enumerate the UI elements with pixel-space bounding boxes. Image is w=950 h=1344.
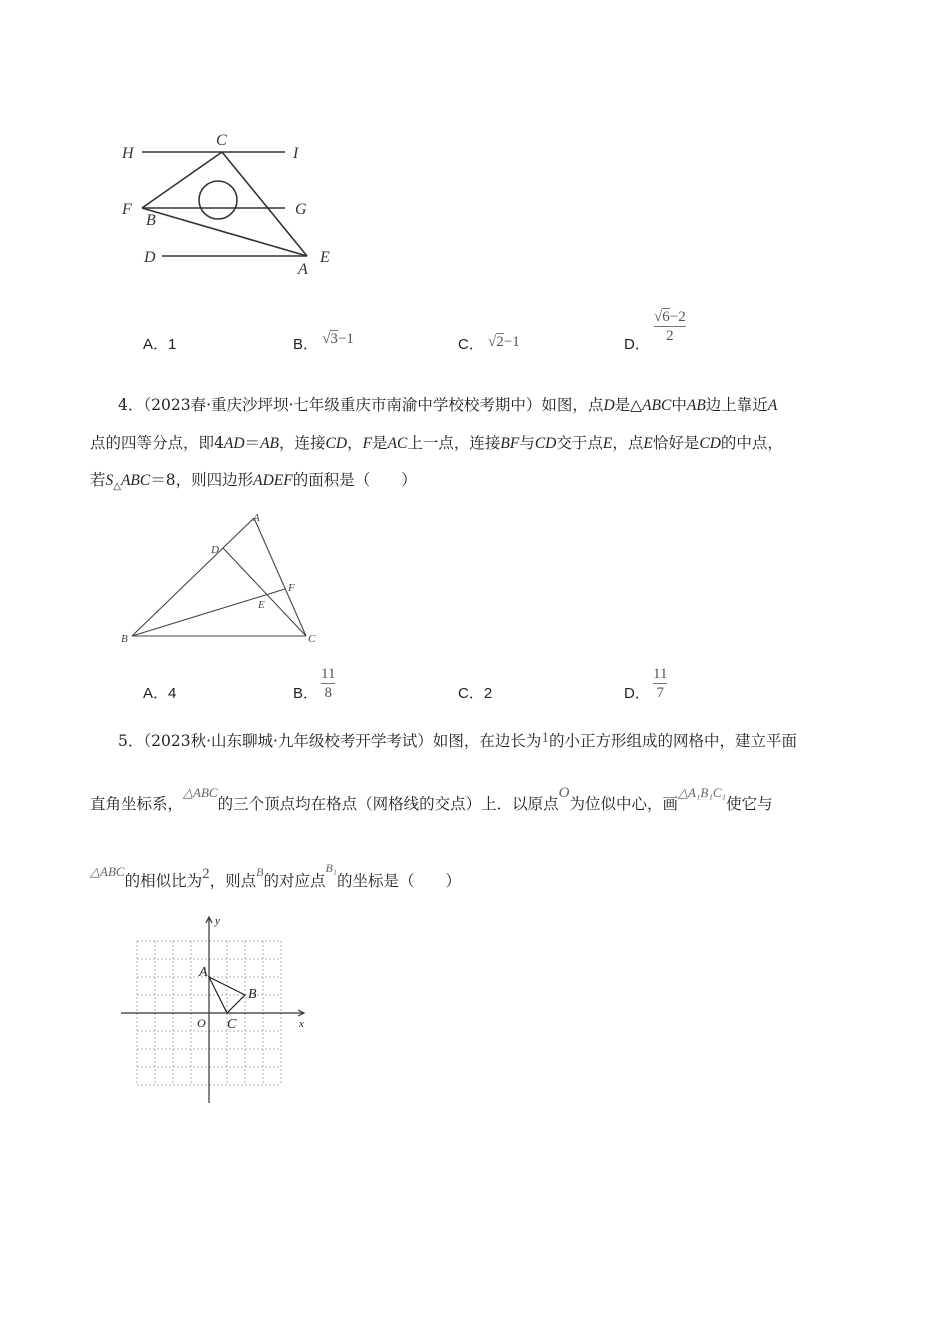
q5-line-2: 直角坐标系，$^{\triangle ABC}$的三个顶点均在格点（网格线的交点）上．以原点O为位似中心，画$^{\triangle A_1B_1C_1}$使它与 <box>90 785 773 813</box>
q4-line-2: 点的四等分点，即4AD＝AB，连接CD，F是AC上一点，连接BF与CD交于点E，点E恰好是CD的中点， <box>90 434 783 452</box>
label-y: y <box>215 915 220 927</box>
q4-option-d[interactable]: D． <box>624 685 650 702</box>
figure-coordinate-grid <box>115 910 315 1110</box>
label-C: C <box>227 1017 237 1032</box>
label-B: B <box>121 633 128 645</box>
q4-line-1: 4．（2023春·重庆沙坪坝·七年级重庆市南渝中学校校考期中）如图，点D是△ABC中AB边上靠近A <box>118 396 778 414</box>
q3-option-d-fraction: √6−2 2 <box>654 309 686 344</box>
label-H: H <box>122 145 134 162</box>
label-A: A <box>199 965 208 980</box>
circle <box>199 181 237 219</box>
label-E: E <box>258 599 265 611</box>
label-D: D <box>211 544 219 556</box>
figure-parallel-lines <box>110 125 350 285</box>
q3-option-a[interactable]: A．1 <box>143 336 177 353</box>
segment-AC <box>254 518 306 636</box>
label-F: F <box>288 582 295 594</box>
q4-option-a[interactable]: A．4 <box>143 685 177 702</box>
q3-option-c[interactable]: C． √2−1 <box>458 334 520 353</box>
sqrt-icon: √ <box>488 334 497 350</box>
label-A: A <box>298 261 308 278</box>
q4-option-b[interactable]: B． <box>293 685 319 702</box>
label-C: C <box>216 132 227 149</box>
q4-line-3: 若$S_\triangle ABC=8$，则四边形ADEF的面积是（ ） <box>90 471 417 493</box>
label-O: O <box>197 1016 206 1030</box>
segment-BA <box>142 208 307 256</box>
label-I: I <box>293 145 299 162</box>
q3-option-b[interactable]: B． √3−1 <box>293 331 354 353</box>
sqrt-icon: √ <box>654 309 663 325</box>
q3-option-d[interactable]: D． <box>624 336 650 353</box>
segment-BF <box>132 589 285 636</box>
q4-option-b-fraction: 11 8 <box>321 666 336 701</box>
label-B: B <box>146 212 156 229</box>
segment-BA <box>132 518 254 636</box>
label-B: B <box>248 987 257 1002</box>
label-A: A <box>253 512 260 524</box>
sqrt-icon: √ <box>322 331 331 347</box>
segment-CB <box>142 152 222 208</box>
q4-option-c[interactable]: C．2 <box>458 685 493 702</box>
label-G: G <box>295 201 307 218</box>
figure-triangle-abc <box>115 505 330 650</box>
label-E: E <box>320 249 330 266</box>
label-x: x <box>299 1018 304 1030</box>
label-C: C <box>308 633 316 645</box>
q5-line-1: 5．（2023秋·山东聊城·九年级校考开学考试）如图，在边长为1的小正方形组成的网格中，建立平面 <box>118 730 797 750</box>
q5-line-3: $^{\triangle ABC}$的相似比为2，则点$^B$的对应点$^{B_1}$的坐标是（ ） <box>90 861 461 890</box>
label-D: D <box>144 249 156 266</box>
label-F: F <box>122 201 132 218</box>
q4-option-d-fraction: 11 7 <box>653 666 668 701</box>
